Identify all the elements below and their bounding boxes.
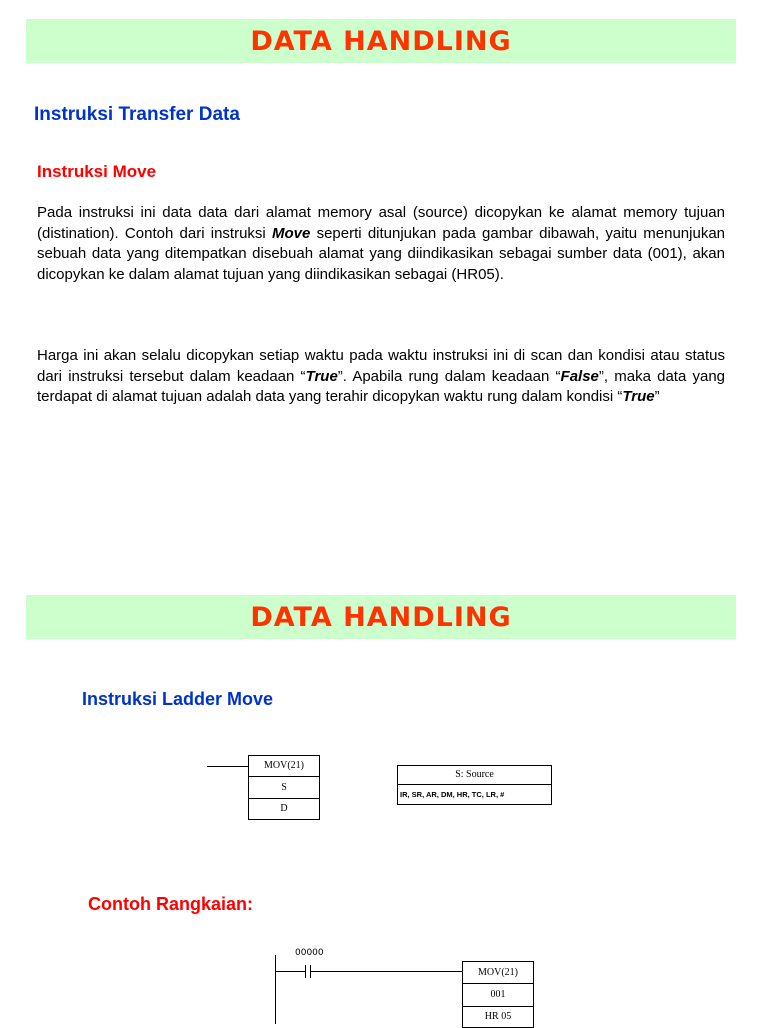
title-banner (26, 19, 736, 63)
mov-block-destination: D (248, 798, 320, 820)
source-table-header: S: Source (397, 765, 552, 785)
subsection-heading: Instruksi Move (37, 162, 157, 181)
source-table-values: IR, SR, AR, DM, HR, TC, LR, # (397, 784, 552, 805)
ladder-heading: Instruksi Ladder Move (82, 689, 274, 709)
left-power-rail (275, 955, 276, 1024)
example-mov-title: MOV(21) (462, 961, 534, 984)
emphasis-false: False (560, 367, 599, 385)
banner-title: DATA HANDLING (250, 26, 512, 57)
example-mov-source: 001 (462, 983, 534, 1007)
contact-address: 00000 (295, 948, 324, 958)
mov-block-source: S (248, 776, 320, 799)
input-rung-line (207, 766, 248, 767)
rung-line-right (311, 971, 462, 972)
mov-block-title: MOV(21) (248, 755, 320, 777)
example-mov-destination: HR 05 (462, 1006, 534, 1028)
emphasis-move: Move (272, 224, 311, 242)
title-banner-2 (26, 595, 736, 639)
emphasis-true: True (305, 367, 338, 385)
example-heading: Contoh Rangkaian: (88, 894, 253, 914)
section-heading: Instruksi Transfer Data (34, 104, 240, 125)
rung-line-left (276, 971, 305, 972)
emphasis-true-2: True (622, 388, 655, 405)
banner-title-2: DATA HANDLING (250, 602, 512, 633)
paragraph-true-false: Harga ini akan selalu dicopykan setiap waktu pada waktu instruksi ini di scan dan kondisi atau status dari instruksi tersebut dalam keadaan “True”. Apabila rung dalam keadaan “False”, maka data yang terdapat di alamat tujuan adalah data yang terahir dicopykan waktu rung dalam kondisi “True” (37, 347, 726, 405)
paragraph-move: Pada instruksi ini data data dari alamat memory asal (source) dicopykan ke alamat memory tujuan (distination). Contoh dari instruksi Move seperti ditunjukan pada gambar dibawah, yaitu menunjukan sebuah data yang ditempatkan disebuah alamat yang diindikasikan sebagai sumber data (001), akan dicopykan ke dalam alamat tujuan yang diindikasikan sebagai (HR05). (37, 204, 726, 283)
